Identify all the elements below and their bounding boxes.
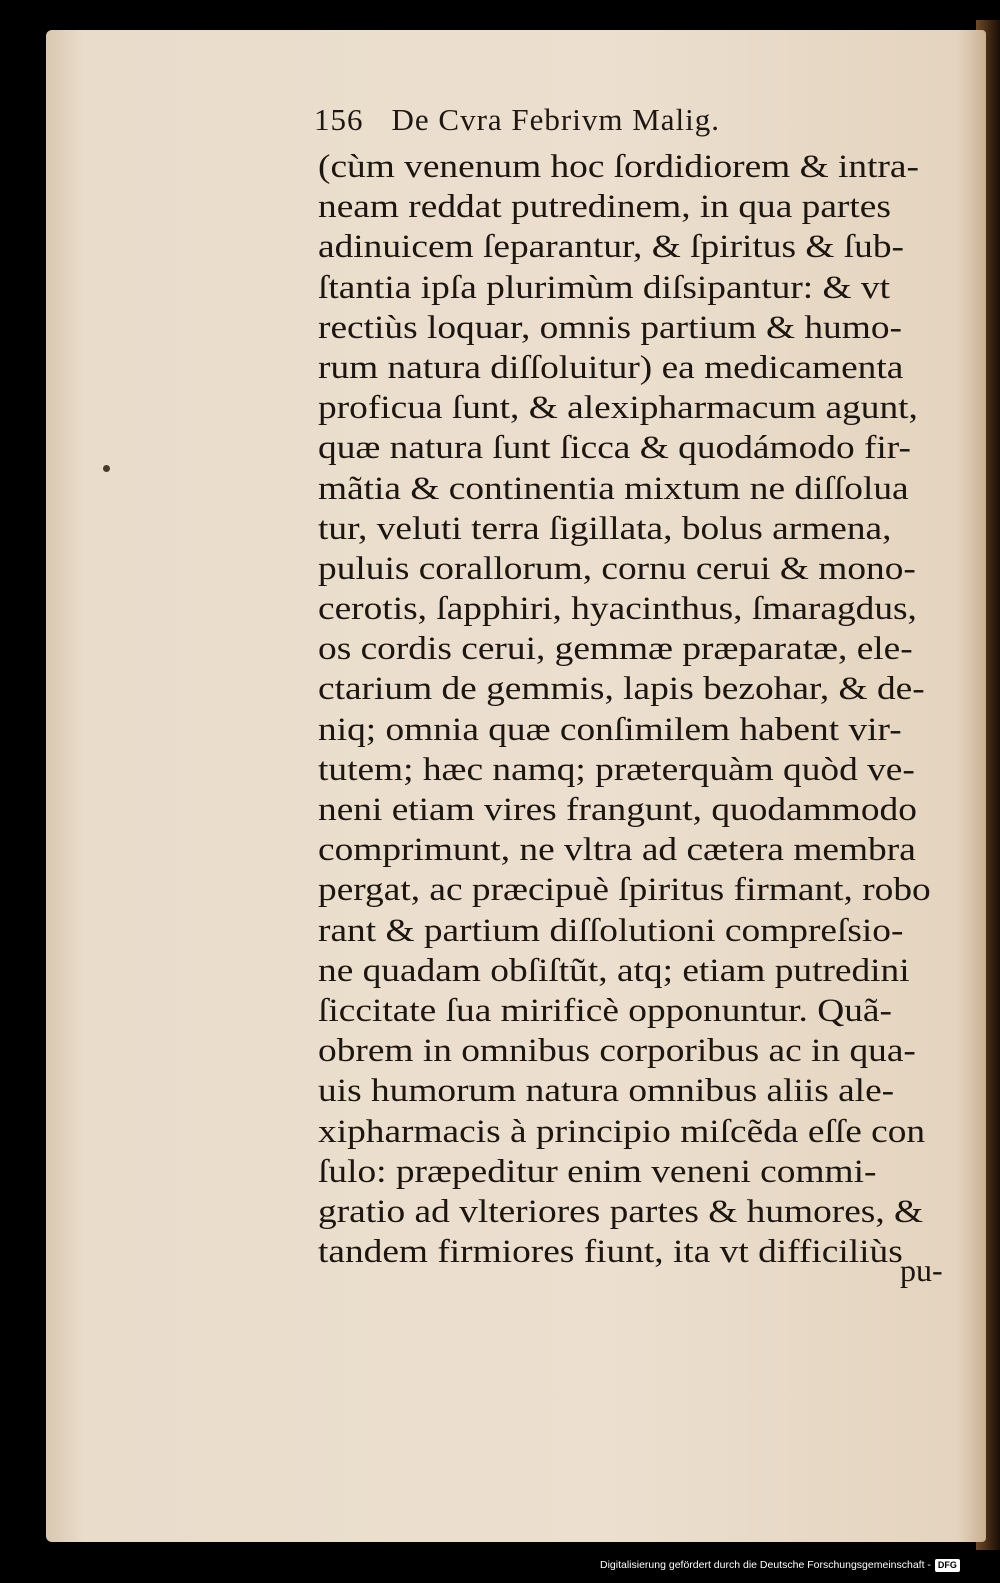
text-line: adinuicem ſeparantur, & ſpiritus & ſub- <box>318 229 904 266</box>
text-line: tandem firmiores fiunt, ita vt difficiliùs <box>318 1234 903 1271</box>
text-line: os cordis cerui, gemmæ præparatæ, ele- <box>318 631 913 668</box>
text-line: gratio ad vlteriores partes & humores, & <box>318 1193 924 1230</box>
text-line: puluis corallorum, cornu cerui & mono- <box>318 550 916 587</box>
text-line: comprimunt, ne vltra ad cætera membra <box>318 832 916 869</box>
text-line: ſtantia ipſa plurimùm diſsipantur: & vt <box>318 269 890 306</box>
running-title: De Cvra Febrivm Malig. <box>391 102 721 137</box>
text-line: neni etiam vires frangunt, quodammodo <box>318 792 917 828</box>
page-number: 156 <box>314 102 364 137</box>
text-line: tutem; hæc namq; præterquàm quòd ve- <box>318 751 915 788</box>
text-line: pergat, ac præcipuè ſpiritus firmant, robo <box>318 872 931 909</box>
text-line: proficua ſunt, & alexipharmacum agunt, <box>318 390 918 427</box>
funding-credit-text: Digitalisierung gefördert durch die Deutsche Forschungsgemeinschaft - <box>600 1559 931 1571</box>
text-line: uis humorum natura omnibus aliis ale- <box>318 1073 895 1110</box>
text-line: ctarium de gemmis, lapis bezohar, & de- <box>318 671 925 708</box>
body-text <box>318 147 958 1272</box>
text-line: cerotis, ſapphiri, hyacinthus, ſmaragdus, <box>318 591 917 628</box>
text-line: xipharmacis à principio miſcẽda eſſe con <box>318 1113 926 1150</box>
text-line: mãtia & continentia mixtum ne diſſolua <box>318 470 909 507</box>
footer-credit <box>600 1554 996 1576</box>
text-line: ne quadam obſiſtũt, atq; etiam putredini <box>318 952 910 989</box>
text-line: (cùm venenum hoc ſordidiorem & intra- <box>318 149 919 185</box>
text-line: ſiccitate ſua mirificè opponuntur. Quã- <box>318 992 892 1029</box>
text-line: rant & partium diſſolutioni compreſsio- <box>318 912 904 949</box>
text-line: rectiùs loquar, omnis partium & humo- <box>318 309 902 346</box>
text-line: quæ natura ſunt ſicca & quodámodo fir- <box>318 430 911 467</box>
text-line: neam reddat putredinem, in qua partes <box>318 189 891 226</box>
page-header <box>314 102 964 146</box>
dfg-logo: DFG <box>935 1559 960 1572</box>
text-line: rum natura diſſoluitur) ea medicamenta <box>318 349 904 386</box>
text-line: obrem in omnibus corporibus ac in qua- <box>318 1033 916 1070</box>
text-line: niq; omnia quæ conſimilem habent vir- <box>318 711 902 748</box>
text-line: ſulo: præpeditur enim veneni commi- <box>318 1153 877 1190</box>
text-line: tur, veluti terra ſigillata, bolus armena, <box>318 510 892 547</box>
ink-speck <box>103 465 110 472</box>
catchword: pu- <box>900 1252 943 1288</box>
